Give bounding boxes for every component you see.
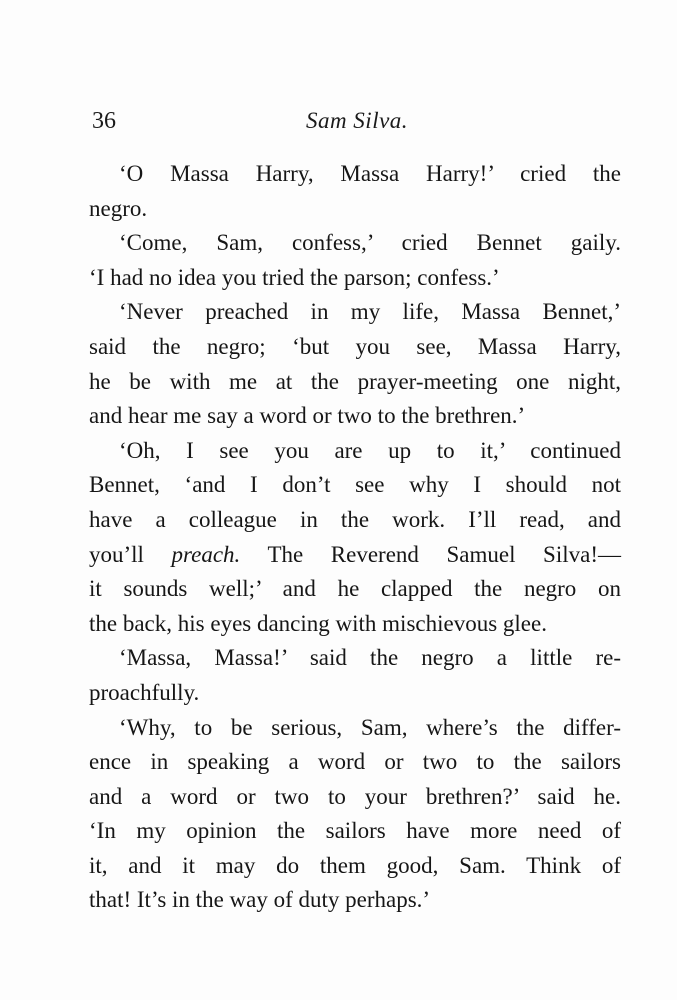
text-line: proachfully. (89, 679, 200, 705)
text-line: it, and it may do them good, Sam. Think of (89, 852, 621, 878)
text-line: ‘O Massa Harry, Massa Harry!’ cried the (119, 161, 621, 186)
text-line: ence in speaking a word or two to the sailors (89, 749, 621, 775)
text-line: said the negro; ‘but you see, Massa Harry, (89, 333, 621, 359)
text-line: that! It’s in the way of duty perhaps.’ (89, 887, 431, 913)
text-line (89, 538, 621, 573)
text-line: ‘Come, Sam, confess,’ cried Bennet gaily. (119, 230, 621, 256)
text-line: ‘Massa, Massa!’ said the negro a little re- (119, 645, 621, 671)
page-header (92, 108, 622, 144)
text-line: ‘Oh, I see you are up to it,’ continued (119, 437, 621, 463)
text-segment: The Reverend Samuel Silva!— (240, 541, 621, 567)
italic-word: preach. (171, 541, 241, 567)
text-line: and hear me say a word or two to the brethren.’ (89, 403, 526, 429)
running-title: Sam Silva. (305, 108, 409, 133)
text-line: ‘Never preached in my life, Massa Bennet,’ (119, 299, 621, 325)
text-line: Bennet, ‘and I don’t see why I should not (89, 472, 621, 498)
text-line: ‘In my opinion the sailors have more need of (89, 818, 621, 844)
text-line: the back, his eyes dancing with mischievous glee. (89, 610, 547, 636)
text-line: ‘Why, to be serious, Sam, where’s the differ- (119, 714, 621, 740)
text-line: it sounds well;’ and he clapped the negro on (89, 576, 621, 602)
text-line: and a word or two to your brethren?’ said he. (89, 783, 621, 809)
text-line: have a colleague in the work. I’ll read, and (89, 506, 621, 532)
text-line: he be with me at the prayer-meeting one night, (89, 368, 621, 394)
text-line: negro. (89, 195, 148, 221)
text-line: ‘I had no idea you tried the parson; confess.’ (89, 264, 500, 290)
page-number: 36 (92, 108, 116, 134)
text-segment: you’ll (89, 541, 172, 567)
body-text (89, 157, 621, 918)
